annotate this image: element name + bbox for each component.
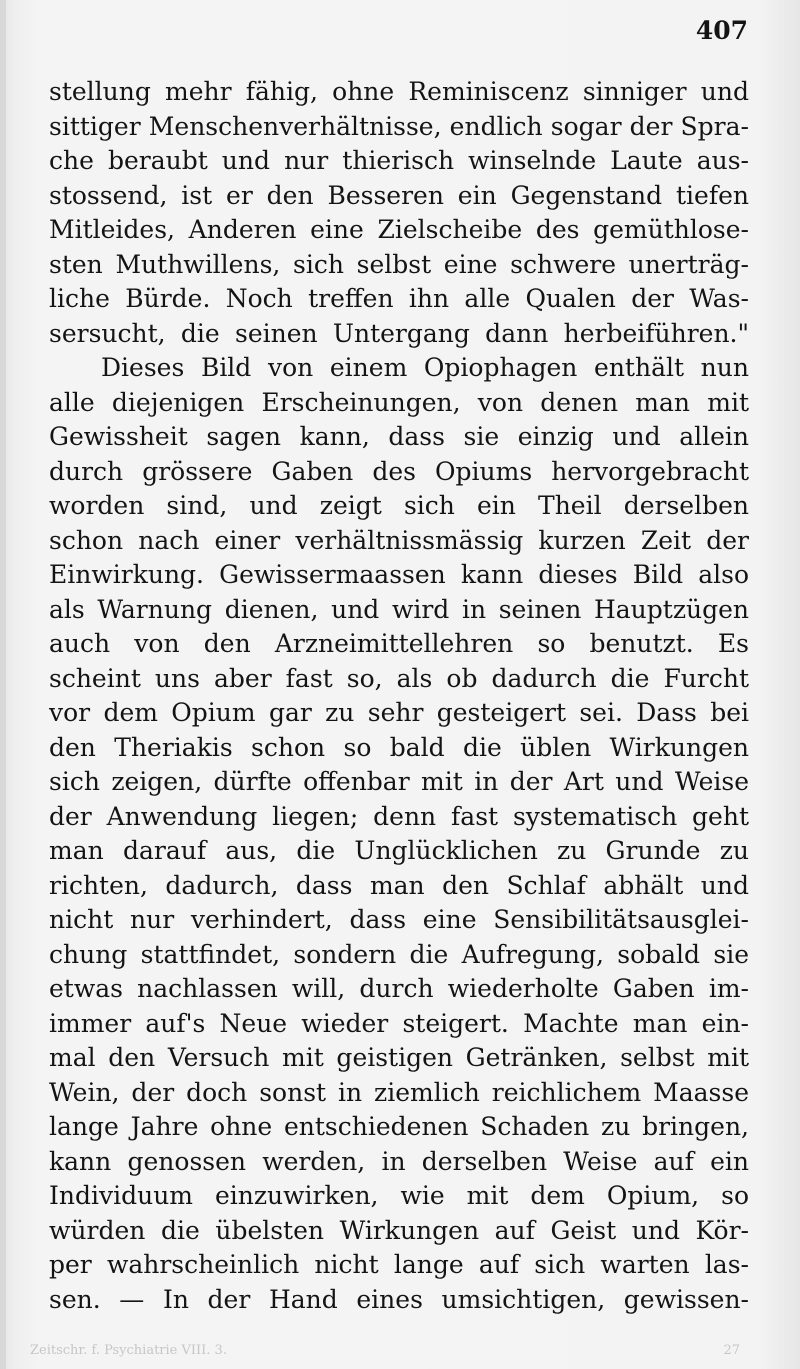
text-line: nicht nur verhindert, dass eine Sensibilitätsausglei- xyxy=(49,905,749,934)
text-line: als Warnung dienen, und wird in seinen Hauptzügen xyxy=(49,594,749,624)
page-number: 407 xyxy=(695,16,748,45)
footer-signature: Zeitschr. f. Psychiatrie VIII. 3. xyxy=(30,1343,227,1358)
text-line: worden sind, und zeigt sich ein Theil derselben xyxy=(49,491,749,520)
text-line: etwas nachlassen will, durch wiederholte Gaben im- xyxy=(49,974,749,1003)
text-line: sersucht, die seinen Untergang dann herbeiführen." xyxy=(49,318,749,348)
text-line: kann genossen werden, in derselben Weise auf ein xyxy=(49,1146,749,1176)
text-line: sich zeigen, dürfte offenbar mit in der Art und Weise xyxy=(49,767,749,796)
text-line: den Theriakis schon so bald die üblen Wirkungen xyxy=(49,732,749,762)
text-line: schon nach einer verhältnissmässig kurzen Zeit der xyxy=(49,525,749,555)
text-line: scheint uns aber fast so, als ob dadurch die Furcht xyxy=(49,663,749,693)
text-line: Einwirkung. Gewissermaassen kann dieses Bild also xyxy=(49,560,749,589)
text-line: vor dem Opium gar zu sehr gesteigert sei. Dass bei xyxy=(49,698,749,727)
text-line: lange Jahre ohne entschiedenen Schaden zu bringen, xyxy=(49,1112,749,1141)
text-line: mal den Versuch mit geistigen Getränken, selbst mit xyxy=(49,1043,749,1072)
text-line: man darauf aus, die Unglücklichen zu Grunde zu xyxy=(49,836,749,865)
text-line: chung stattfindet, sondern die Aufregung, sobald sie xyxy=(49,939,749,969)
text-line: che beraubt und nur thierisch winselnde Laute aus- xyxy=(49,146,749,175)
text-line: liche Bürde. Noch treffen ihn alle Qualen der Was- xyxy=(49,284,749,313)
text-line: sten Muthwillens, sich selbst eine schwere unerträg- xyxy=(49,249,749,279)
text-line: Mitleides, Anderen eine Zielscheibe des gemüthlose- xyxy=(49,215,749,244)
text-line: stellung mehr fähig, ohne Reminiscenz sinniger und xyxy=(49,77,749,106)
text-line: Gewissheit sagen kann, dass sie einzig und allein xyxy=(49,422,749,451)
text-line: alle diejenigen Erscheinungen, von denen man mit xyxy=(49,387,749,417)
text-line: per wahrscheinlich nicht lange auf sich warten las- xyxy=(49,1250,749,1279)
text-line: auch von den Arzneimittellehren so benutzt. Es xyxy=(49,629,749,658)
text-line: immer auf's Neue wieder steigert. Machte man ein- xyxy=(49,1008,749,1038)
text-line: durch grössere Gaben des Opiums hervorgebracht xyxy=(49,456,749,486)
text-line: sen. — In der Hand eines umsichtigen, gewissen- xyxy=(49,1284,749,1314)
text-line: Wein, der doch sonst in ziemlich reichlichem Maasse xyxy=(49,1077,749,1107)
text-line: sittiger Menschenverhältnisse, endlich sogar der Spra- xyxy=(49,111,749,141)
body-text xyxy=(49,75,749,1317)
text-line: würden die übelsten Wirkungen auf Geist und Kör- xyxy=(49,1215,749,1245)
page-edge-shadow xyxy=(0,0,6,1369)
footer-sheet-number: 27 xyxy=(723,1343,740,1358)
text-line: der Anwendung liegen; denn fast systematisch geht xyxy=(49,801,749,831)
text-line: Individuum einzuwirken, wie mit dem Opium, so xyxy=(49,1181,749,1210)
text-line: stossend, ist er den Besseren ein Gegenstand tiefen xyxy=(49,180,749,210)
text-line: Dieses Bild von einem Opiophagen enthält nun xyxy=(101,353,749,382)
faint-footer xyxy=(30,1343,740,1358)
text-line: richten, dadurch, dass man den Schlaf abhält und xyxy=(49,870,749,900)
